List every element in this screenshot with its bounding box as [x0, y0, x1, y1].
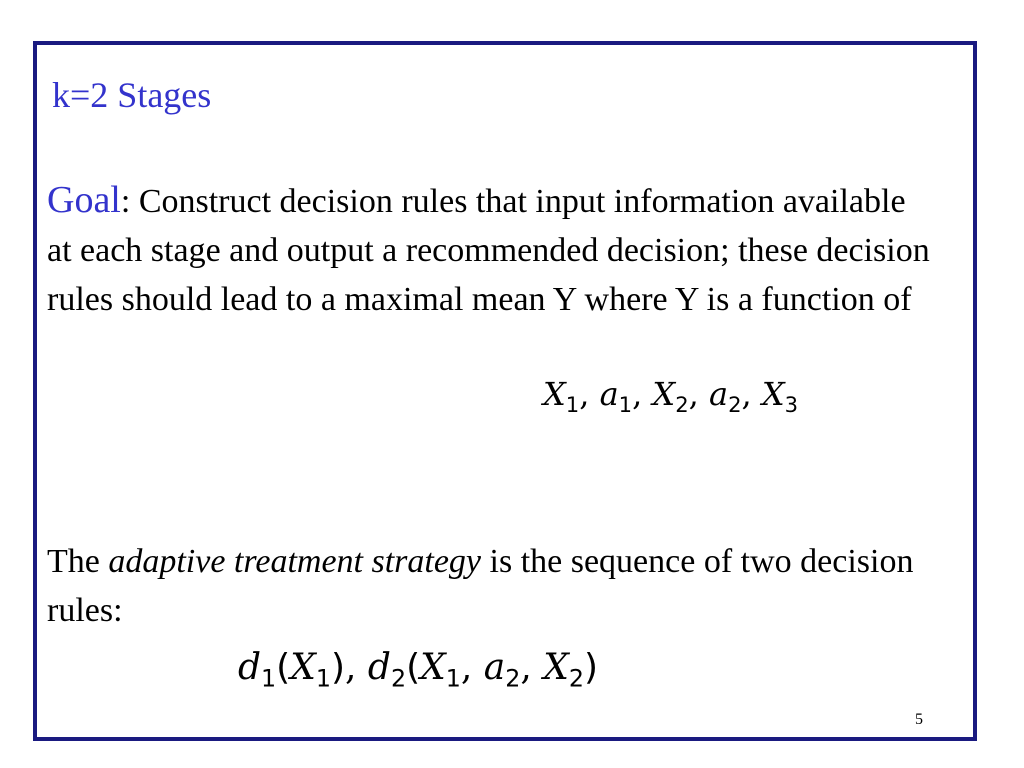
rule-d2-arg-x1-index: 1: [445, 664, 461, 693]
rule-d2-index: 2: [390, 664, 407, 693]
strategy-prefix: The: [47, 543, 109, 580]
slide-title: k=2 Stages: [52, 75, 212, 115]
rule-d2-arg-x2: X: [543, 647, 569, 688]
formula-separator: ,: [741, 375, 762, 413]
goal-paragraph: [47, 176, 937, 324]
goal-text: : Construct decision rules that input information available at each stage and output a recommended decision; these decision rules should lead to a maximal mean Y where Y is a function of: [47, 183, 930, 318]
variables-formula: [543, 375, 799, 417]
strategy-suffix: is the sequence of two decision rules:: [47, 543, 914, 629]
rule-d2-arg-x2-index: 2: [568, 664, 585, 693]
formula-separator: ,: [345, 647, 368, 688]
var-x2-index: 2: [675, 391, 689, 417]
formula-separator: ,: [520, 647, 544, 688]
rule-d1-index: 1: [261, 664, 277, 693]
var-x3-symbol: X: [761, 375, 785, 413]
var-a1-symbol: a: [599, 375, 619, 413]
slide-frame: [33, 41, 977, 741]
paren-open: (: [276, 647, 291, 688]
strategy-paragraph: [47, 537, 937, 635]
paren-close: ): [330, 647, 346, 688]
decision-rules-formula: [238, 647, 599, 693]
var-a2-symbol: a: [708, 375, 729, 413]
var-a2-index: 2: [728, 391, 742, 417]
goal-label: Goal: [47, 179, 121, 221]
rule-d1-arg-x1-index: 1: [315, 664, 331, 693]
rule-d2-arg-x1: X: [420, 647, 446, 688]
rule-d2-arg-a2: a: [483, 647, 506, 688]
var-a1-index: 1: [618, 391, 633, 417]
var-x3-index: 3: [784, 391, 799, 417]
var-x2-symbol: X: [652, 375, 676, 413]
formula-separator: ,: [460, 647, 484, 688]
paren-close: ): [584, 647, 599, 688]
var-x1-symbol: X: [543, 375, 566, 413]
rule-d1-symbol: d: [238, 647, 262, 688]
rule-d2-symbol: d: [367, 647, 391, 688]
strategy-emphasis: adaptive treatment strategy: [108, 543, 482, 580]
formula-separator: ,: [688, 375, 709, 413]
rule-d2-arg-a2-index: 2: [505, 664, 521, 693]
page-number: 5: [915, 711, 923, 728]
formula-separator: ,: [579, 375, 600, 413]
formula-separator: ,: [632, 375, 653, 413]
var-x1-index: 1: [565, 391, 580, 417]
paren-open: (: [406, 647, 421, 688]
rule-d1-arg-x1: X: [290, 647, 316, 688]
